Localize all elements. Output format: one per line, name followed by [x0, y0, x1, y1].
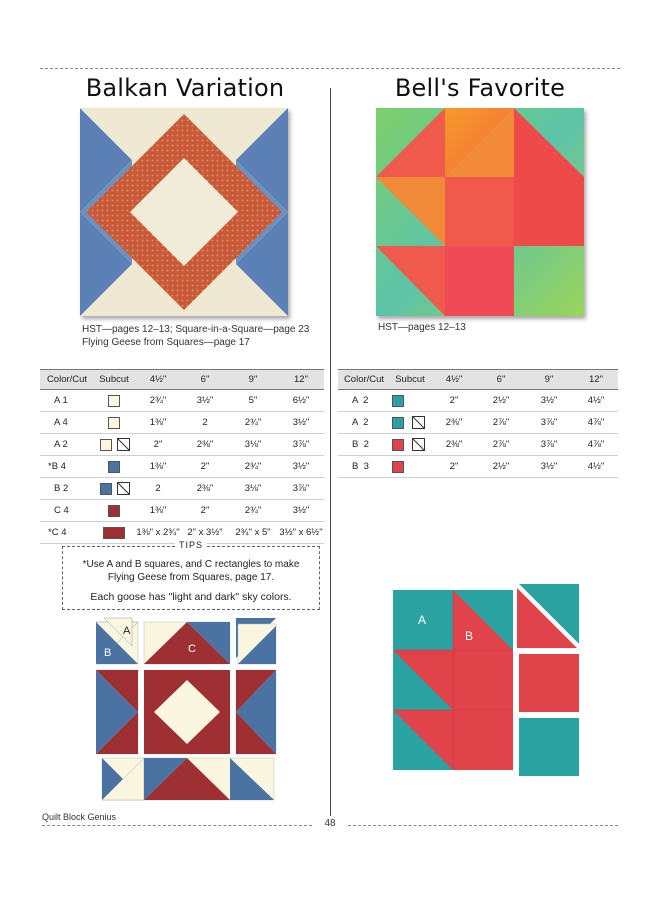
row-label: *B 4 — [40, 456, 94, 478]
left-cutting-table — [40, 369, 324, 544]
header-size-9: 9" — [524, 370, 574, 390]
cell: 3⅛" — [228, 478, 278, 500]
header-size-12: 12" — [574, 370, 618, 390]
cell: 2 — [134, 478, 182, 500]
header-subcut: Subcut — [390, 370, 430, 390]
row-label: A 1 — [40, 390, 94, 412]
diagram-label-b: B — [104, 647, 112, 659]
diagram-label-b: B — [465, 629, 474, 643]
cream-swatch — [108, 395, 120, 407]
reference-line: Flying Geese from Squares—page 17 — [82, 337, 250, 348]
tips-title: TIPS — [175, 540, 207, 550]
balkan-variation-photo — [80, 108, 288, 316]
reference-line: HST—pages 12–13; Square-in-a-Square—page 23 — [82, 324, 310, 335]
table-row — [338, 412, 618, 434]
tips-line-1: *Use A and B squares, and C rectangles to make — [82, 559, 300, 570]
header-size-4-5: 4½" — [134, 370, 182, 390]
cell: 3½" — [524, 390, 574, 412]
cell: 2½" — [478, 456, 524, 478]
tips-line-3: Each goose has "light and dark" sky colors. — [90, 591, 292, 603]
cell: 1⅜" — [134, 412, 182, 434]
hst-icon — [412, 438, 425, 451]
row-swatch — [94, 478, 134, 500]
balkan-assembly-diagram — [96, 616, 280, 809]
header-size-12: 12" — [278, 370, 324, 390]
teal-swatch — [392, 395, 404, 407]
diagram-label-a: A — [123, 625, 131, 637]
diagram-label-c: C — [188, 643, 196, 655]
row-swatch — [94, 500, 134, 522]
cell: 3½" — [278, 412, 324, 434]
cell: 2⅜" — [182, 434, 228, 456]
row-swatch — [390, 390, 430, 412]
row-swatch — [94, 434, 134, 456]
cell: 2¾" — [228, 412, 278, 434]
table-row — [40, 456, 324, 478]
row-label: B 2 — [338, 434, 390, 456]
row-swatch — [390, 434, 430, 456]
cell: 1⅜" x 2¾" — [134, 522, 182, 544]
cell: 2⅞" — [478, 412, 524, 434]
row-swatch — [94, 412, 134, 434]
teal-swatch — [392, 417, 404, 429]
bells-favorite-photo — [376, 108, 584, 316]
cell: 3½" — [524, 456, 574, 478]
cell: 3⅞" — [278, 434, 324, 456]
cell: 2¾" — [228, 500, 278, 522]
blue-swatch — [100, 483, 112, 495]
tips-box — [62, 540, 320, 610]
cell: 4⅞" — [574, 434, 618, 456]
header-size-4-5: 4½" — [430, 370, 478, 390]
cell: 2¾" — [228, 456, 278, 478]
cream-swatch — [108, 417, 120, 429]
right-page-references — [378, 321, 466, 334]
column-divider — [330, 88, 331, 816]
cell: 2⅞" — [478, 434, 524, 456]
cell: 2" — [430, 456, 478, 478]
footer-dashed-rule-left — [42, 825, 312, 826]
reference-line: HST—pages 12–13 — [378, 322, 466, 333]
cell: 2" — [430, 390, 478, 412]
hst-icon — [117, 482, 130, 495]
cell: 2⅜" — [430, 412, 478, 434]
row-label: C 4 — [40, 500, 94, 522]
red-swatch — [108, 505, 120, 517]
row-swatch — [390, 456, 430, 478]
header-color-cut: Color/Cut — [40, 370, 94, 390]
tips-line-2: Flying Geese from Squares, page 17. — [107, 572, 275, 583]
table-row — [338, 434, 618, 456]
cell: 3½" — [278, 456, 324, 478]
page-number: 48 — [324, 818, 336, 829]
row-label: A 2 — [338, 390, 390, 412]
table-row — [40, 500, 324, 522]
cell: 4½" — [574, 390, 618, 412]
cell: 3½" — [278, 500, 324, 522]
tips-title-wrap — [63, 540, 319, 550]
header-size-6: 6" — [478, 370, 524, 390]
cell: 3⅞" — [278, 478, 324, 500]
table-row — [40, 390, 324, 412]
coral-swatch — [392, 439, 404, 451]
table-row — [338, 390, 618, 412]
row-label: A 2 — [338, 412, 390, 434]
row-swatch — [94, 390, 134, 412]
table-row — [40, 434, 324, 456]
top-dashed-rule — [40, 68, 620, 69]
cell: 1⅜" — [134, 456, 182, 478]
table-row — [338, 456, 618, 478]
row-swatch — [390, 412, 430, 434]
cell: 4½" — [574, 456, 618, 478]
cell: 2" — [134, 434, 182, 456]
blue-swatch — [108, 461, 120, 473]
table-row — [40, 412, 324, 434]
header-color-cut: Color/Cut — [338, 370, 390, 390]
cell: 4⅞" — [574, 412, 618, 434]
red-rectangle-swatch — [103, 527, 125, 539]
hst-icon — [412, 416, 425, 429]
cell: 2¾" x 5" — [228, 522, 278, 544]
right-block-title: Bell's Favorite — [394, 74, 566, 102]
cell: 3⅛" — [228, 434, 278, 456]
cell: 1⅜" — [134, 500, 182, 522]
cell: 3⅞" — [524, 434, 574, 456]
header-size-6: 6" — [182, 370, 228, 390]
footer-book-title: Quilt Block Genius — [42, 812, 117, 822]
right-cutting-table — [338, 369, 618, 478]
cell: 2¾" — [134, 390, 182, 412]
cell: 2" — [182, 500, 228, 522]
table-row — [40, 478, 324, 500]
cream-swatch — [100, 439, 112, 451]
row-label: B 2 — [40, 478, 94, 500]
cell: 2⅜" — [182, 478, 228, 500]
header-size-9: 9" — [228, 370, 278, 390]
cell: 3⅞" — [524, 412, 574, 434]
cell: 5" — [228, 390, 278, 412]
row-label: A 4 — [40, 412, 94, 434]
diagram-label-a: A — [418, 613, 427, 627]
left-page-references — [82, 323, 309, 349]
table-header-row — [40, 370, 324, 390]
footer-dashed-rule-right — [348, 825, 618, 826]
left-block-title: Balkan Variation — [85, 74, 285, 102]
cell: 3½" x 6½" — [278, 522, 324, 544]
cell: 2" — [182, 456, 228, 478]
hst-icon — [117, 438, 130, 451]
coral-swatch — [392, 461, 404, 473]
cell: 2 — [182, 412, 228, 434]
bells-favorite-assembly-diagram — [393, 580, 583, 781]
row-label: B 3 — [338, 456, 390, 478]
row-label: *C 4 — [40, 522, 94, 544]
cell: 2⅜" — [430, 434, 478, 456]
header-subcut: Subcut — [94, 370, 134, 390]
cell: 3½" — [182, 390, 228, 412]
cell: 2½" — [478, 390, 524, 412]
cell: 2" x 3½" — [182, 522, 228, 544]
row-label: A 2 — [40, 434, 94, 456]
row-swatch — [94, 456, 134, 478]
cell: 6½" — [278, 390, 324, 412]
table-header-row — [338, 370, 618, 390]
